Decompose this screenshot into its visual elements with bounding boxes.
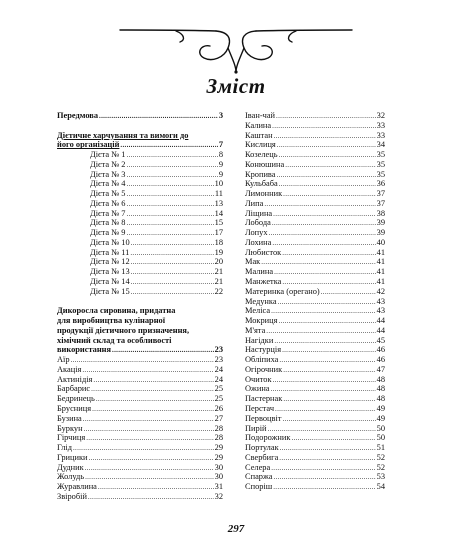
toc-entry-page: 53 bbox=[376, 472, 385, 482]
toc-entry-label: Первоцвіт bbox=[245, 413, 282, 423]
toc-entry-label: Дієта № 9 bbox=[90, 228, 126, 238]
toc-entry-label: Дієта № 2 bbox=[90, 159, 126, 169]
toc-entry[interactable] bbox=[245, 443, 385, 453]
toc-entry-label: Конюшина bbox=[245, 159, 285, 169]
toc-entry-label: Материнка (орегано) bbox=[245, 286, 320, 296]
toc-entry-label: Бузина bbox=[57, 413, 82, 423]
toc-entry-label: Лимонник bbox=[245, 189, 283, 199]
toc-entry[interactable] bbox=[245, 424, 385, 434]
toc-entry-page: 33 bbox=[376, 120, 385, 130]
page-number: 297 bbox=[227, 523, 245, 535]
toc-entry-page: 25 bbox=[214, 384, 223, 394]
toc-entry-label: Звіробій bbox=[57, 491, 87, 501]
toc-section-heading: хімічний склад та особливості bbox=[57, 335, 172, 345]
toc-entry[interactable] bbox=[57, 248, 223, 258]
toc-entry[interactable] bbox=[245, 482, 385, 492]
toc-entry-label: Манжетка bbox=[245, 277, 282, 287]
toc-entry-label: Дієта № 6 bbox=[90, 198, 126, 208]
toc-entry-label: Передмова bbox=[57, 111, 99, 120]
toc-entry[interactable] bbox=[57, 238, 223, 248]
toc-entry-label: Дієта № 11 bbox=[90, 247, 130, 257]
toc-entry[interactable] bbox=[245, 463, 385, 473]
toc-entry-page: 44 bbox=[376, 325, 385, 335]
toc-entry-page: 28 bbox=[214, 433, 223, 443]
toc-entry-page: 17 bbox=[214, 228, 223, 238]
toc-entry[interactable] bbox=[57, 355, 223, 365]
toc-entry-page: 27 bbox=[214, 413, 223, 423]
toc-entry-page: 36 bbox=[376, 179, 385, 189]
toc-entry-label: Дієта № 12 bbox=[90, 257, 130, 267]
toc-entry-label: Жолудь bbox=[57, 472, 85, 482]
toc-entry-label: Аїр bbox=[57, 355, 70, 365]
toc-entry[interactable] bbox=[245, 297, 385, 307]
toc-section-heading: продукції дієтичного призначення, bbox=[57, 325, 190, 335]
toc-entry-page: 37 bbox=[376, 198, 385, 208]
toc-entry[interactable] bbox=[245, 316, 385, 326]
toc-entry[interactable] bbox=[245, 160, 385, 170]
toc-entry[interactable] bbox=[245, 472, 385, 482]
toc-entry-page: 3 bbox=[218, 111, 223, 120]
toc-entry-label: Калина bbox=[245, 120, 272, 130]
title-ornament bbox=[116, 22, 356, 74]
toc-entry[interactable] bbox=[245, 287, 385, 297]
toc-entry-label: Глід bbox=[57, 443, 72, 453]
toc-entry[interactable] bbox=[57, 199, 223, 209]
toc-entry[interactable] bbox=[245, 404, 385, 414]
toc-entry-page: 37 bbox=[376, 189, 385, 199]
toc-entry[interactable] bbox=[57, 384, 223, 394]
toc-entry[interactable] bbox=[245, 355, 385, 365]
toc-entry[interactable] bbox=[245, 306, 385, 316]
toc-entry-label: Очиток bbox=[245, 374, 272, 384]
toc-section-heading: Дикоросла сировина, придатна bbox=[57, 306, 176, 316]
toc-entry-label: Дієта № 8 bbox=[90, 218, 126, 228]
toc-entry-label: Дієта № 4 bbox=[90, 179, 126, 189]
toc-entry-label: Малина bbox=[245, 267, 274, 277]
toc-entry-label: М'ята bbox=[245, 325, 266, 335]
toc-entry-page: 21 bbox=[214, 267, 223, 277]
toc-entry[interactable] bbox=[245, 199, 385, 209]
toc-entry-page: 54 bbox=[376, 482, 385, 492]
toc-entry-label: Лохина bbox=[245, 237, 272, 247]
toc-entry[interactable] bbox=[57, 209, 223, 219]
toc-entry[interactable] bbox=[245, 248, 385, 258]
toc-entry[interactable] bbox=[245, 121, 385, 131]
toc-entry-page: 7 bbox=[218, 140, 223, 150]
toc-entry-page: 48 bbox=[376, 384, 385, 394]
toc-entry[interactable] bbox=[245, 150, 385, 160]
toc-entry[interactable] bbox=[57, 394, 223, 404]
toc-entry-page: 30 bbox=[214, 462, 223, 472]
toc-entry[interactable] bbox=[245, 345, 385, 355]
toc-entry[interactable] bbox=[245, 228, 385, 238]
toc-entry-page: 41 bbox=[376, 257, 385, 267]
toc-entry-label: Дієта № 10 bbox=[90, 237, 130, 247]
toc-entry[interactable] bbox=[57, 463, 223, 473]
toc-entry[interactable] bbox=[245, 257, 385, 267]
toc-section-heading-entry[interactable] bbox=[57, 140, 223, 150]
toc-entry-label: Брусниця bbox=[57, 403, 92, 413]
toc-entry-page: 50 bbox=[376, 423, 385, 433]
toc-entry[interactable] bbox=[245, 111, 385, 121]
toc-entry-label: Спаржа bbox=[245, 472, 273, 482]
toc-entry-label: Дудник bbox=[57, 462, 84, 472]
toc-entry[interactable] bbox=[57, 267, 223, 277]
toc-entry-page: 23 bbox=[214, 355, 223, 365]
toc-entry-page: 35 bbox=[376, 159, 385, 169]
toc-entry[interactable] bbox=[245, 336, 385, 346]
toc-entry-label: Кислиця bbox=[245, 140, 276, 150]
toc-entry[interactable] bbox=[245, 326, 385, 336]
toc-entry[interactable] bbox=[57, 414, 223, 424]
toc-entry-page: 32 bbox=[214, 491, 223, 501]
toc-entry-page: 13 bbox=[214, 198, 223, 208]
toc-entry-label: Кропива bbox=[245, 169, 276, 179]
toc-entry-page: 46 bbox=[376, 345, 385, 355]
toc-entry-label: Селера bbox=[245, 462, 271, 472]
toc-entry-label: використання bbox=[57, 345, 112, 355]
toc-entry-page: 22 bbox=[214, 286, 223, 296]
toc-entry-preface[interactable] bbox=[57, 111, 223, 121]
toc-entry-page: 52 bbox=[376, 462, 385, 472]
toc-entry-label: Нагідки bbox=[245, 335, 274, 345]
toc-entry[interactable] bbox=[57, 472, 223, 482]
toc-entry[interactable] bbox=[57, 150, 223, 160]
toc-entry[interactable] bbox=[245, 238, 385, 248]
toc-entry[interactable] bbox=[245, 394, 385, 404]
toc-right-column bbox=[245, 111, 385, 492]
toc-entry-label: Дієта № 15 bbox=[90, 286, 130, 296]
toc-entry-label: Перстач bbox=[245, 403, 275, 413]
toc-entry[interactable] bbox=[245, 277, 385, 287]
toc-entry-label: Дієта № 7 bbox=[90, 208, 126, 218]
toc-entry-page: 38 bbox=[376, 208, 385, 218]
toc-entry[interactable] bbox=[57, 257, 223, 267]
toc-entry-page: 11 bbox=[214, 189, 223, 199]
toc-entry-label: Свербига bbox=[245, 452, 279, 462]
toc-entry-page: 28 bbox=[214, 423, 223, 433]
toc-entry-label: Обліпиха bbox=[245, 355, 279, 365]
toc-left-column bbox=[57, 111, 223, 502]
toc-entry-page: 9 bbox=[218, 159, 223, 169]
toc-entry-page: 43 bbox=[376, 296, 385, 306]
toc-entry-label: Акація bbox=[57, 364, 82, 374]
toc-entry-page: 52 bbox=[376, 452, 385, 462]
toc-entry-page: 44 bbox=[376, 316, 385, 326]
toc-entry-page: 49 bbox=[376, 413, 385, 423]
toc-entry[interactable] bbox=[57, 492, 223, 502]
toc-entry-page: 35 bbox=[376, 150, 385, 160]
toc-entry[interactable] bbox=[245, 170, 385, 180]
toc-entry-page: 39 bbox=[376, 218, 385, 228]
toc-entry-page: 50 bbox=[376, 433, 385, 443]
toc-entry[interactable] bbox=[57, 375, 223, 385]
toc-entry-label: Козелець bbox=[245, 150, 278, 160]
toc-entry-page: 42 bbox=[376, 286, 385, 296]
toc-entry-page: 34 bbox=[376, 140, 385, 150]
toc-entry[interactable] bbox=[245, 433, 385, 443]
toc-entry[interactable] bbox=[245, 140, 385, 150]
toc-entry-page: 20 bbox=[214, 257, 223, 267]
toc-entry-page: 9 bbox=[218, 169, 223, 179]
toc-entry-page: 8 bbox=[218, 150, 223, 160]
toc-entry-label: Дієта № 5 bbox=[90, 189, 126, 199]
toc-entry-page: 21 bbox=[214, 277, 223, 287]
toc-entry[interactable] bbox=[245, 414, 385, 424]
toc-entry[interactable] bbox=[57, 160, 223, 170]
toc-entry-page: 46 bbox=[376, 355, 385, 365]
toc-entry-page: 43 bbox=[376, 306, 385, 316]
toc-entry-page: 24 bbox=[214, 374, 223, 384]
toc-entry-page: 41 bbox=[376, 247, 385, 257]
toc-entry[interactable] bbox=[57, 287, 223, 297]
toc-entry[interactable] bbox=[245, 189, 385, 199]
toc-entry-label: Липа bbox=[245, 198, 264, 208]
toc-entry-page: 24 bbox=[214, 364, 223, 374]
toc-entry[interactable] bbox=[57, 228, 223, 238]
toc-entry-page: 41 bbox=[376, 267, 385, 277]
toc-entry[interactable] bbox=[57, 443, 223, 453]
toc-section-heading-entry[interactable] bbox=[57, 345, 223, 355]
toc-entry-page: 51 bbox=[376, 443, 385, 453]
toc-entry[interactable] bbox=[245, 179, 385, 189]
toc-entry-page: 48 bbox=[376, 374, 385, 384]
toc-entry[interactable] bbox=[57, 170, 223, 180]
toc-entry[interactable] bbox=[57, 453, 223, 463]
toc-entry-label: Іван-чай bbox=[245, 111, 276, 120]
toc-entry-page: 40 bbox=[376, 237, 385, 247]
toc-entry[interactable] bbox=[57, 433, 223, 443]
toc-entry-page: 29 bbox=[214, 452, 223, 462]
toc-entry-page: 23 bbox=[214, 345, 223, 355]
toc-entry-label: Актинідія bbox=[57, 374, 93, 384]
toc-entry-page: 49 bbox=[376, 403, 385, 413]
toc-entry-label: Буркун bbox=[57, 423, 83, 433]
toc-entry[interactable] bbox=[245, 209, 385, 219]
toc-entry-label: Споріш bbox=[245, 482, 273, 492]
toc-entry-page: 30 bbox=[214, 472, 223, 482]
toc-entry-label: Мокриця bbox=[245, 316, 278, 326]
toc-entry[interactable] bbox=[245, 453, 385, 463]
toc-entry-page: 14 bbox=[214, 208, 223, 218]
toc-entry-label: Бедринець bbox=[57, 394, 95, 404]
toc-entry-page: 31 bbox=[214, 482, 223, 492]
toc-entry-page: 18 bbox=[214, 237, 223, 247]
toc-entry[interactable] bbox=[57, 189, 223, 199]
toc-entry[interactable] bbox=[245, 131, 385, 141]
toc-entry-label: Лопух bbox=[245, 228, 268, 238]
toc-section-heading: Дієтичне харчування та вимоги до bbox=[57, 130, 189, 140]
toc-entry-page: 32 bbox=[376, 111, 385, 120]
toc-entry-label: Каштан bbox=[245, 130, 273, 140]
toc-entry-label: Дієта № 13 bbox=[90, 267, 130, 277]
toc-entry-page: 19 bbox=[214, 247, 223, 257]
toc-entry-label: Гірчиця bbox=[57, 433, 86, 443]
toc-entry[interactable] bbox=[245, 218, 385, 228]
toc-entry-label: Ліщина bbox=[245, 208, 273, 218]
toc-entry-label: Дієта № 1 bbox=[90, 150, 126, 160]
toc-entry[interactable] bbox=[245, 384, 385, 394]
toc-entry-page: 33 bbox=[376, 130, 385, 140]
toc-entry-label: Грицики bbox=[57, 452, 88, 462]
toc-entry[interactable] bbox=[57, 277, 223, 287]
toc-entry-page: 35 bbox=[376, 169, 385, 179]
toc-entry-label: Настурція bbox=[245, 345, 282, 355]
toc-entry-page: 48 bbox=[376, 394, 385, 404]
toc-entry[interactable] bbox=[57, 365, 223, 375]
toc-entry-label: Пирій bbox=[245, 423, 267, 433]
toc-entry-page: 29 bbox=[214, 443, 223, 453]
toc-entry-page: 47 bbox=[376, 364, 385, 374]
toc-entry-page: 41 bbox=[376, 277, 385, 287]
toc-entry-label: Дієта № 14 bbox=[90, 277, 130, 287]
toc-entry-label: Мак bbox=[245, 257, 261, 267]
toc-entry-label: Огірочник bbox=[245, 364, 283, 374]
toc-entry[interactable] bbox=[245, 365, 385, 375]
toc-entry-label: Портулак bbox=[245, 443, 279, 453]
toc-entry[interactable] bbox=[57, 424, 223, 434]
toc-entry-label: Лобода bbox=[245, 218, 271, 228]
toc-entry-label: Пастернак bbox=[245, 394, 283, 404]
toc-entry-page: 15 bbox=[214, 218, 223, 228]
toc-entry-label: Подорожник bbox=[245, 433, 291, 443]
toc-entry-page: 26 bbox=[214, 403, 223, 413]
toc-entry-label: Меліса bbox=[245, 306, 271, 316]
toc-entry[interactable] bbox=[245, 267, 385, 277]
toc-entry-label: Ожина bbox=[245, 384, 270, 394]
toc-entry[interactable] bbox=[57, 482, 223, 492]
toc-entry[interactable] bbox=[57, 179, 223, 189]
toc-entry-label: Журавлина bbox=[57, 482, 97, 492]
toc-entry-label: його організацій bbox=[57, 140, 120, 150]
toc-entry-page: 39 bbox=[376, 228, 385, 238]
toc-entry[interactable] bbox=[245, 375, 385, 385]
toc-entry-page: 45 bbox=[376, 335, 385, 345]
toc-entry-label: Кульбаба bbox=[245, 179, 278, 189]
toc-entry-label: Медунка bbox=[245, 296, 277, 306]
toc-entry-page: 25 bbox=[214, 394, 223, 404]
toc-entry-label: Барбарис bbox=[57, 384, 91, 394]
page-title: Зміст bbox=[206, 74, 266, 98]
toc-entry-page: 10 bbox=[214, 179, 223, 189]
toc-section-heading: для виробництва кулінарної bbox=[57, 316, 166, 326]
toc-entry[interactable] bbox=[57, 404, 223, 414]
toc-entry-label: Дієта № 3 bbox=[90, 169, 126, 179]
toc-entry[interactable] bbox=[57, 218, 223, 228]
toc-entry-label: Любисток bbox=[245, 247, 282, 257]
